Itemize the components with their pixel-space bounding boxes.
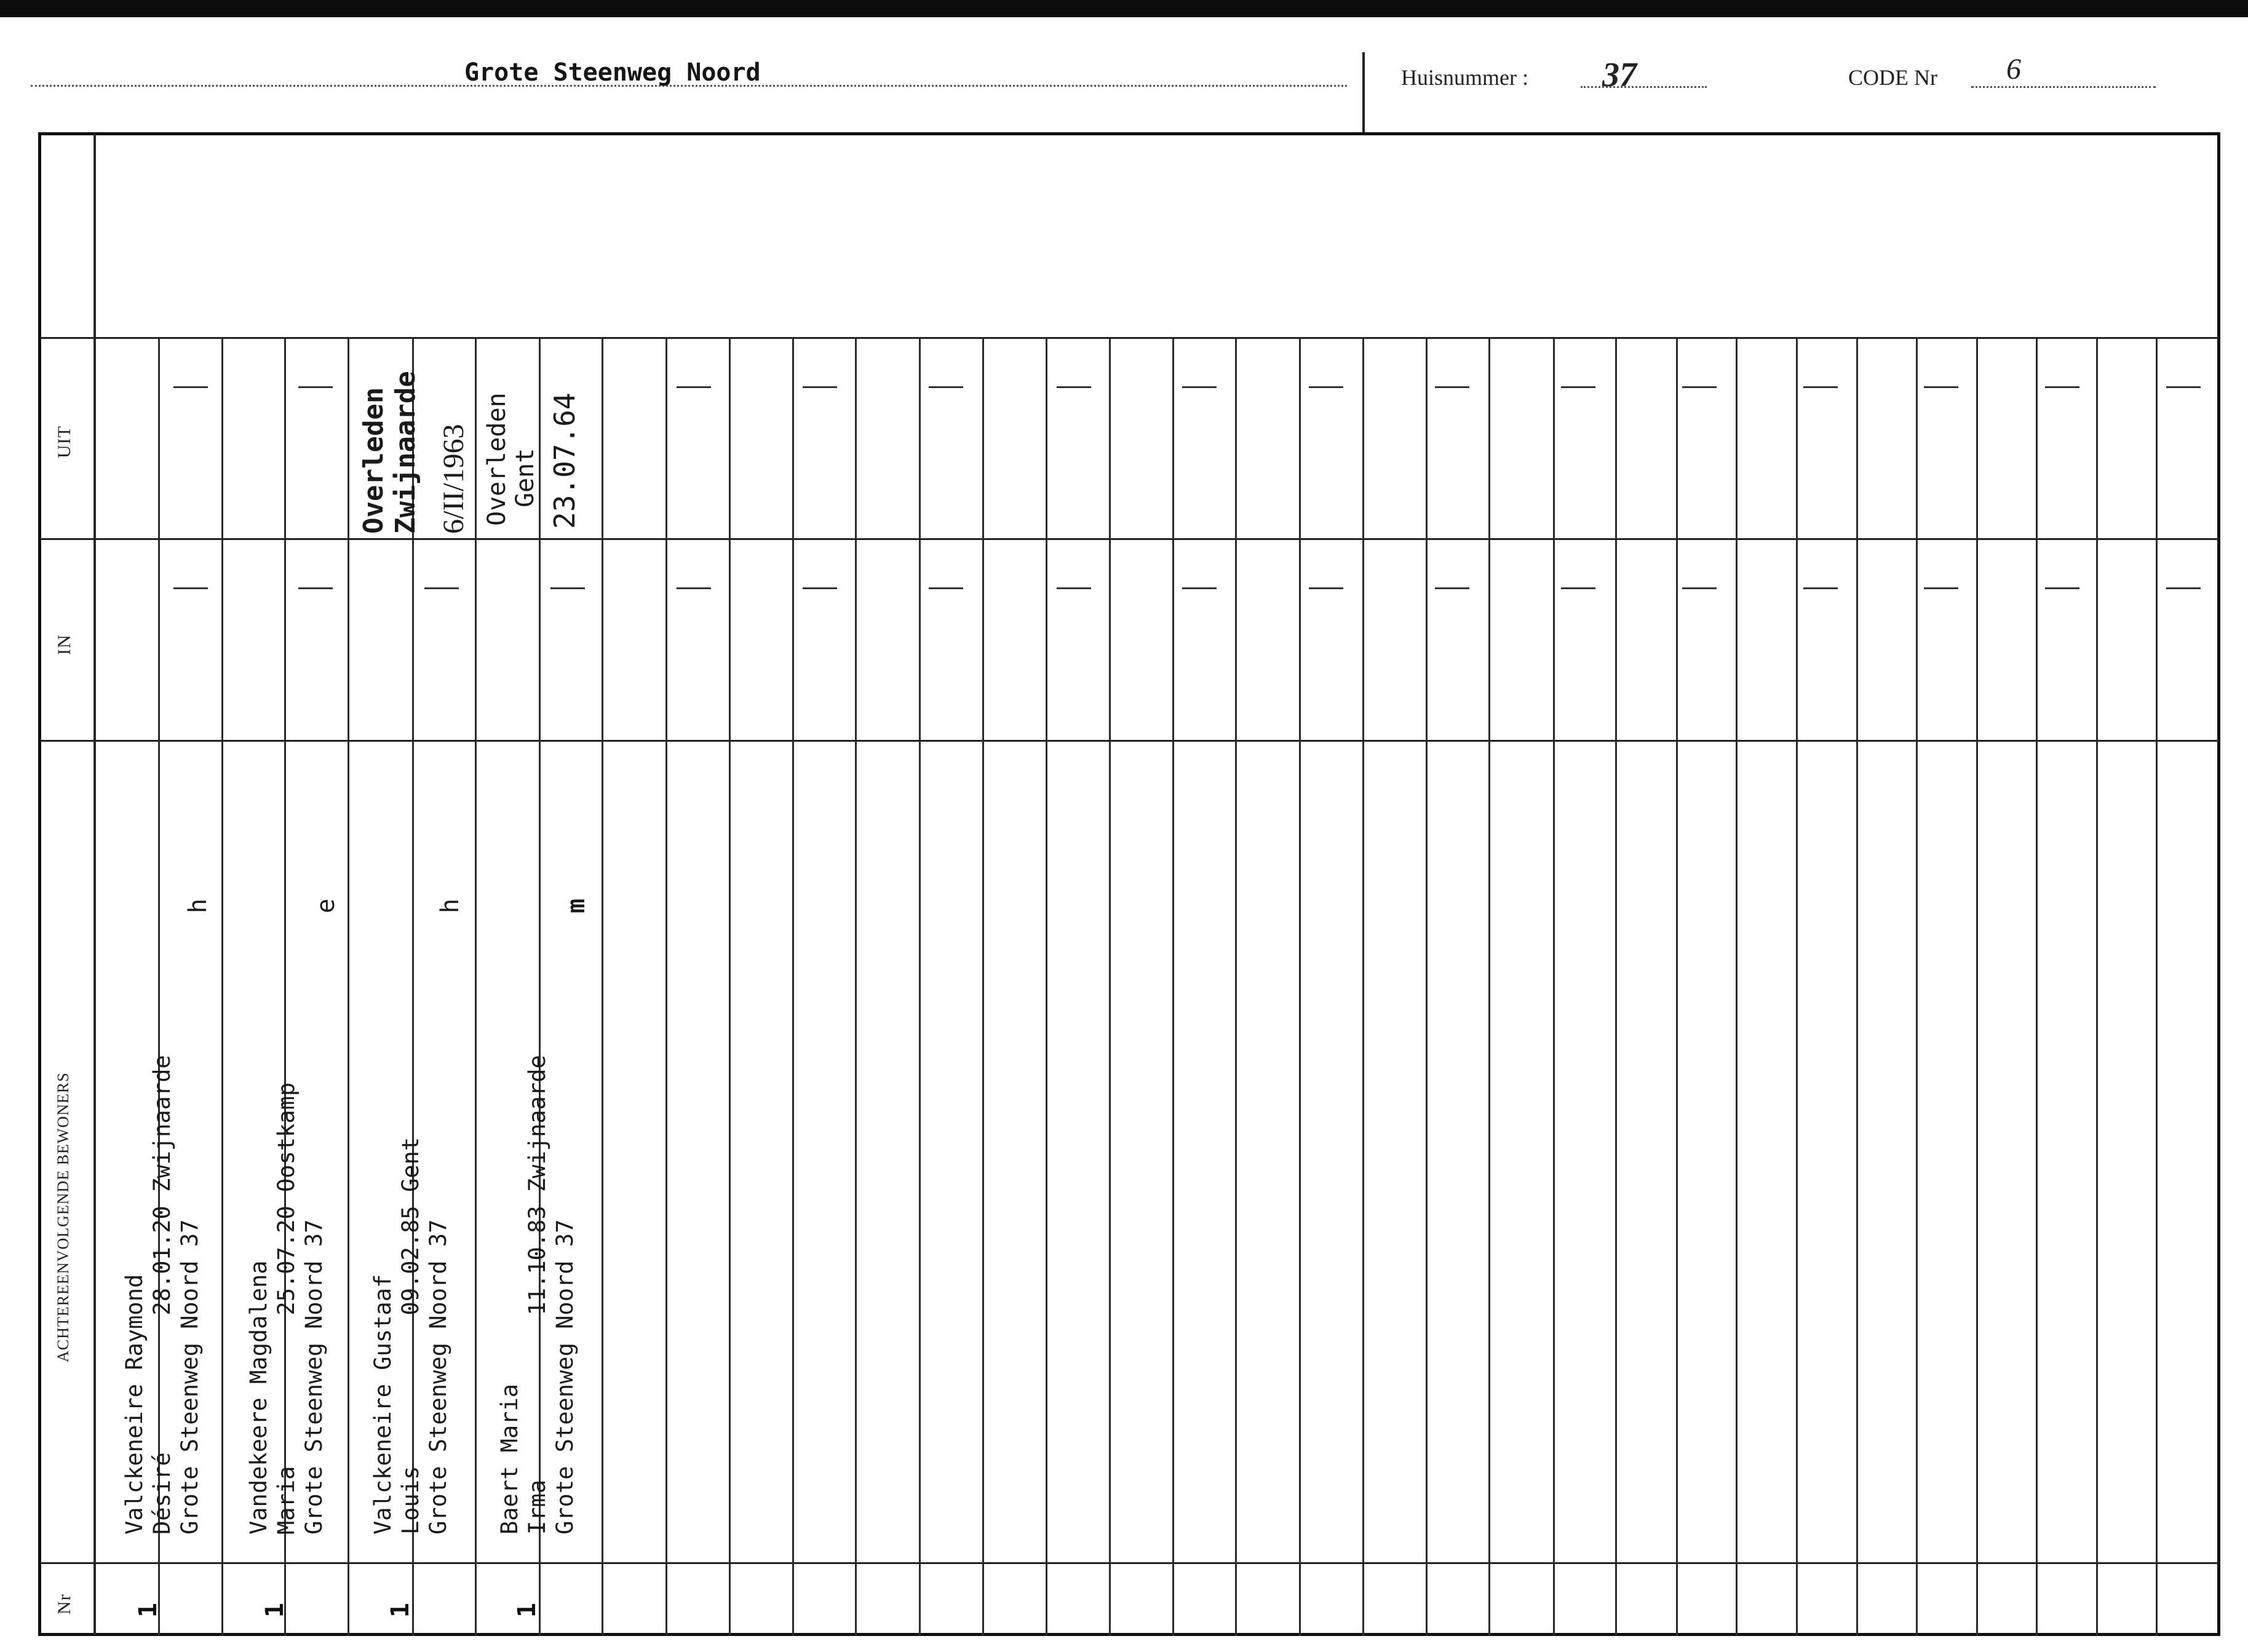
code-dotted-line — [1971, 86, 2156, 88]
uit-note-3-date: 6/II/1963 — [437, 424, 470, 534]
register-frame — [38, 132, 2220, 1636]
street-name: Grote Steenweg Noord — [464, 58, 761, 87]
resident-entry-2: Vandekeere Magdalena Maria 25.07.20 Oostkamp Grote Steenweg Noord 37 — [245, 1082, 327, 1535]
in-label: IN — [54, 634, 74, 655]
house-number: 37 — [1602, 56, 1637, 94]
nr-label: Nr — [54, 1594, 74, 1614]
house-number-label: Huisnummer : — [1401, 65, 1528, 90]
header-divider — [1362, 52, 1365, 132]
uit-note-3-place: Overleden Zwijnaarde — [358, 371, 421, 534]
resident-entry-3: Valckeneire Gustaaf Louis 09.02.85 Gent Grote Steenweg Noord 37 — [370, 1137, 451, 1535]
resident-entry-1: Valckeneire Raymond Désiré 28.01.20 Zwijnaarde Grote Steenweg Noord 37 — [121, 1055, 203, 1535]
resident-mark-3: h — [436, 898, 464, 913]
uit-note-4-date: 23.07.64 — [548, 392, 581, 529]
house-number-dotted-line — [1581, 86, 1707, 88]
resident-nr-1: 1 — [134, 1602, 162, 1618]
uit-label: UIT — [54, 426, 74, 458]
resident-nr-4: 1 — [513, 1602, 541, 1618]
resident-mark-2: e — [312, 898, 340, 913]
label-column-divider — [93, 134, 96, 1635]
uit-top-line — [40, 337, 2218, 339]
scan-edge — [0, 0, 2248, 17]
residents-label: ACHTEREENVOLGENDE BEWONERS — [54, 1072, 72, 1362]
resident-entry-4: Baert Maria Irma 11.10.83 Zwijnaarde Grote Steenweg Noord 37 — [496, 1055, 578, 1535]
code-value: 6 — [2006, 53, 2021, 85]
resident-mark-1: h — [184, 898, 212, 913]
resident-mark-4: m — [562, 898, 590, 913]
in-residents-divider — [40, 740, 2218, 742]
uit-in-divider — [40, 538, 2218, 540]
code-label: CODE Nr — [1848, 65, 1937, 90]
resident-nr-3: 1 — [386, 1602, 415, 1618]
resident-nr-2: 1 — [261, 1602, 289, 1618]
residents-nr-divider — [40, 1562, 2218, 1564]
uit-note-4-place: Overleden Gent — [483, 392, 539, 526]
